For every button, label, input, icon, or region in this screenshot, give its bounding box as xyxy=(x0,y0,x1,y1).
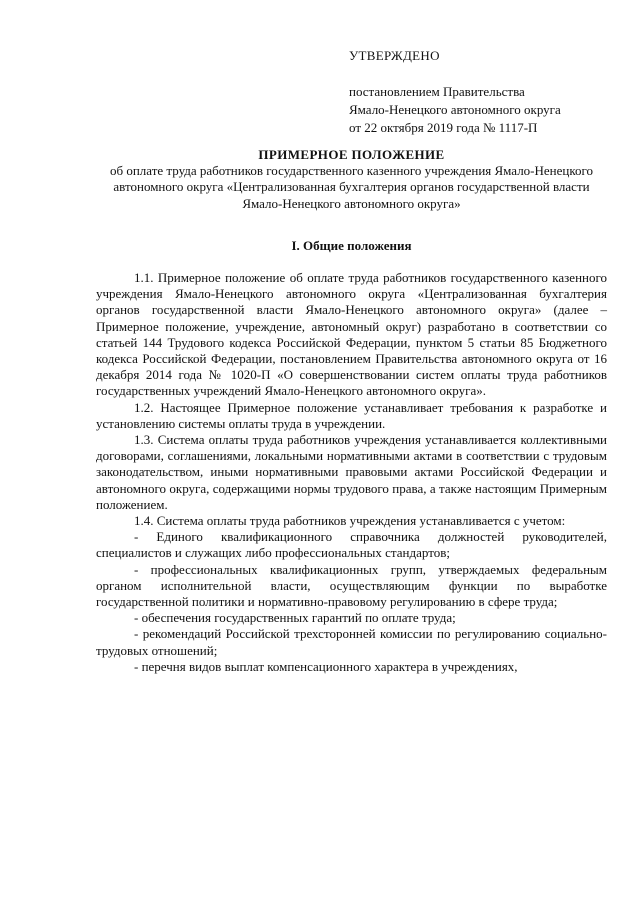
approval-line-3: от 22 октября 2019 года № 1117-П xyxy=(349,120,538,135)
list-item: - профессиональных квалификационных групп, утверждаемых федеральным органом исполнительной власти, осуществляющим функции по выработке государственной политики и нормативно-правовому регулированию в сфере труда; xyxy=(96,561,607,610)
document-title: ПРИМЕРНОЕ ПОЛОЖЕНИЕ xyxy=(258,147,445,162)
list-item: - перечня видов выплат компенсационного характера в учреждениях, xyxy=(134,658,518,674)
list-item: - рекомендаций Российской трехсторонней комиссии по регулированию социально-трудовых отношений; xyxy=(96,626,607,658)
approval-line-1: постановлением Правительства xyxy=(349,84,525,99)
document-subtitle: об оплате труда работников государственного казенного учреждения Ямало-Ненецкого автономного округа «Централизованная бухгалтерия органов государственной власти Ямало-Ненецкого автономного округа» xyxy=(109,163,594,211)
paragraph-1-4: 1.4. Система оплаты труда работников учреждения устанавливается с учетом: xyxy=(134,513,566,529)
document-body xyxy=(96,147,607,675)
paragraph-1-2: 1.2. Настоящее Примерное положение устанавливает требования к разработке и установлению системы оплаты труда в учреждении. xyxy=(96,399,607,431)
approval-line-2: Ямало-Ненецкого автономного округа xyxy=(349,102,561,117)
approval-block xyxy=(349,47,619,137)
paragraph-1-3: 1.3. Система оплаты труда работников учреждения устанавливается коллективными договорами, соглашениями, локальными нормативными актами в соответствии с трудовым законодательством, иными нормативными правовыми актами Российской Федерации и автономного округа, содержащими нормы трудового права, а также настоящим Примерным положением. xyxy=(96,432,607,512)
section-title: I. Общие положения xyxy=(291,237,412,253)
approved-label: УТВЕРЖДЕНО xyxy=(349,48,440,63)
list-item: - обеспечения государственных гарантий по оплате труда; xyxy=(134,610,456,626)
paragraph-1-1: 1.1. Примерное положение об оплате труда работников государственного казенного учреждения Ямало-Ненецкого автономного округа «Централизованная бухгалтерия органов государственной власти Ямало-Ненецкого автономного округа» (далее – Примерное положение, учреждение, автономный округ) разработано в соответствии со статьей 144 Трудового кодекса Российской Федерации, пунктом 5 статьи 85 Бюджетного кодекса Российской Федерации, постановлением Правительства автономного округа от 16 декабря 2014 года № 1020-П «О совершенствовании систем оплаты труда работников государственных учреждений Ямало-Ненецкого автономного округа». xyxy=(96,270,607,399)
list-item: - Единого квалификационного справочника должностей руководителей, специалистов и служащих либо профессиональных стандартов; xyxy=(96,529,607,561)
